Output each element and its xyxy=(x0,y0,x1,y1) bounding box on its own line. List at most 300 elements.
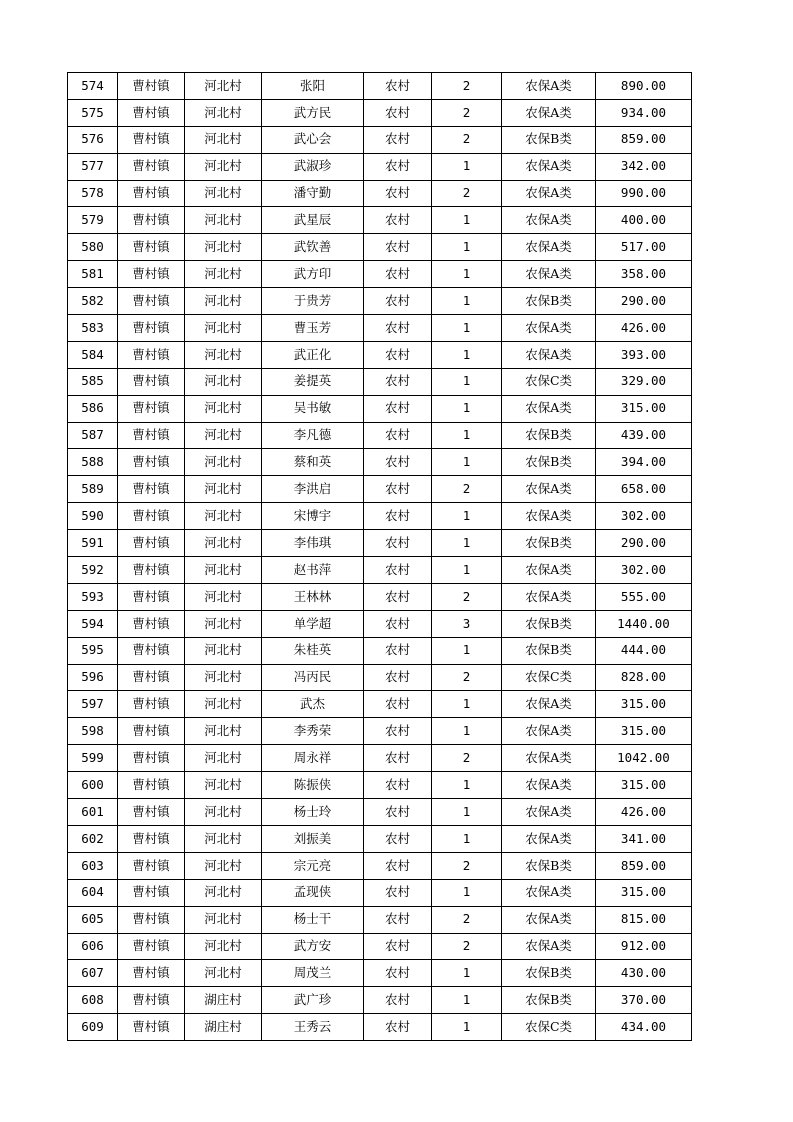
town-cell: 曹村镇 xyxy=(118,879,185,906)
serial-cell: 592 xyxy=(68,557,118,584)
table-row xyxy=(68,207,692,234)
household-type-cell: 农村 xyxy=(364,73,432,100)
amount-cell: 290.00 xyxy=(596,530,692,557)
category-cell: 农保A类 xyxy=(502,234,596,261)
town-cell: 曹村镇 xyxy=(118,234,185,261)
village-cell: 河北村 xyxy=(185,691,262,718)
village-cell: 河北村 xyxy=(185,395,262,422)
village-cell: 河北村 xyxy=(185,234,262,261)
person-count-cell: 1 xyxy=(432,207,502,234)
town-cell: 曹村镇 xyxy=(118,449,185,476)
serial-cell: 602 xyxy=(68,825,118,852)
table-row xyxy=(68,799,692,826)
table-row xyxy=(68,718,692,745)
person-count-cell: 2 xyxy=(432,852,502,879)
category-cell: 农保A类 xyxy=(502,341,596,368)
name-cell: 赵书萍 xyxy=(262,557,364,584)
serial-cell: 581 xyxy=(68,261,118,288)
village-cell: 河北村 xyxy=(185,288,262,315)
serial-cell: 580 xyxy=(68,234,118,261)
amount-cell: 302.00 xyxy=(596,557,692,584)
name-cell: 单学超 xyxy=(262,610,364,637)
serial-cell: 582 xyxy=(68,288,118,315)
town-cell: 曹村镇 xyxy=(118,368,185,395)
table-row xyxy=(68,234,692,261)
amount-cell: 859.00 xyxy=(596,126,692,153)
table-row xyxy=(68,691,692,718)
household-type-cell: 农村 xyxy=(364,449,432,476)
category-cell: 农保B类 xyxy=(502,637,596,664)
name-cell: 武方民 xyxy=(262,99,364,126)
amount-cell: 315.00 xyxy=(596,772,692,799)
household-type-cell: 农村 xyxy=(364,288,432,315)
town-cell: 曹村镇 xyxy=(118,637,185,664)
village-cell: 河北村 xyxy=(185,799,262,826)
serial-cell: 597 xyxy=(68,691,118,718)
name-cell: 武星辰 xyxy=(262,207,364,234)
serial-cell: 590 xyxy=(68,503,118,530)
table-row xyxy=(68,530,692,557)
person-count-cell: 1 xyxy=(432,772,502,799)
category-cell: 农保B类 xyxy=(502,987,596,1014)
amount-cell: 444.00 xyxy=(596,637,692,664)
person-count-cell: 2 xyxy=(432,745,502,772)
category-cell: 农保A类 xyxy=(502,691,596,718)
town-cell: 曹村镇 xyxy=(118,476,185,503)
table-row xyxy=(68,503,692,530)
village-cell: 河北村 xyxy=(185,852,262,879)
category-cell: 农保A类 xyxy=(502,825,596,852)
serial-cell: 585 xyxy=(68,368,118,395)
town-cell: 曹村镇 xyxy=(118,852,185,879)
category-cell: 农保A类 xyxy=(502,476,596,503)
name-cell: 武正化 xyxy=(262,341,364,368)
category-cell: 农保A类 xyxy=(502,73,596,100)
town-cell: 曹村镇 xyxy=(118,825,185,852)
table-row xyxy=(68,906,692,933)
table-row xyxy=(68,449,692,476)
category-cell: 农保B类 xyxy=(502,126,596,153)
serial-cell: 603 xyxy=(68,852,118,879)
serial-cell: 578 xyxy=(68,180,118,207)
person-count-cell: 1 xyxy=(432,825,502,852)
records-table xyxy=(67,72,692,1041)
name-cell: 王秀云 xyxy=(262,1014,364,1041)
category-cell: 农保A类 xyxy=(502,99,596,126)
person-count-cell: 2 xyxy=(432,126,502,153)
village-cell: 河北村 xyxy=(185,99,262,126)
amount-cell: 434.00 xyxy=(596,1014,692,1041)
amount-cell: 426.00 xyxy=(596,315,692,342)
village-cell: 河北村 xyxy=(185,933,262,960)
village-cell: 河北村 xyxy=(185,530,262,557)
serial-cell: 607 xyxy=(68,960,118,987)
town-cell: 曹村镇 xyxy=(118,99,185,126)
person-count-cell: 3 xyxy=(432,610,502,637)
household-type-cell: 农村 xyxy=(364,987,432,1014)
household-type-cell: 农村 xyxy=(364,933,432,960)
name-cell: 王林林 xyxy=(262,583,364,610)
town-cell: 曹村镇 xyxy=(118,610,185,637)
table-row xyxy=(68,637,692,664)
category-cell: 农保A类 xyxy=(502,395,596,422)
town-cell: 曹村镇 xyxy=(118,664,185,691)
table-row xyxy=(68,879,692,906)
amount-cell: 890.00 xyxy=(596,73,692,100)
household-type-cell: 农村 xyxy=(364,207,432,234)
household-type-cell: 农村 xyxy=(364,99,432,126)
amount-cell: 358.00 xyxy=(596,261,692,288)
table-row xyxy=(68,288,692,315)
serial-cell: 601 xyxy=(68,799,118,826)
serial-cell: 608 xyxy=(68,987,118,1014)
amount-cell: 555.00 xyxy=(596,583,692,610)
category-cell: 农保A类 xyxy=(502,933,596,960)
name-cell: 孟现侠 xyxy=(262,879,364,906)
amount-cell: 439.00 xyxy=(596,422,692,449)
table-row xyxy=(68,73,692,100)
name-cell: 吴书敏 xyxy=(262,395,364,422)
town-cell: 曹村镇 xyxy=(118,315,185,342)
household-type-cell: 农村 xyxy=(364,341,432,368)
serial-cell: 609 xyxy=(68,1014,118,1041)
household-type-cell: 农村 xyxy=(364,395,432,422)
household-type-cell: 农村 xyxy=(364,180,432,207)
household-type-cell: 农村 xyxy=(364,153,432,180)
amount-cell: 315.00 xyxy=(596,718,692,745)
table-row xyxy=(68,960,692,987)
name-cell: 杨士干 xyxy=(262,906,364,933)
serial-cell: 595 xyxy=(68,637,118,664)
household-type-cell: 农村 xyxy=(364,799,432,826)
town-cell: 曹村镇 xyxy=(118,126,185,153)
village-cell: 河北村 xyxy=(185,126,262,153)
person-count-cell: 2 xyxy=(432,933,502,960)
town-cell: 曹村镇 xyxy=(118,718,185,745)
table-row xyxy=(68,315,692,342)
serial-cell: 605 xyxy=(68,906,118,933)
village-cell: 河北村 xyxy=(185,664,262,691)
table-row xyxy=(68,476,692,503)
serial-cell: 606 xyxy=(68,933,118,960)
amount-cell: 394.00 xyxy=(596,449,692,476)
household-type-cell: 农村 xyxy=(364,772,432,799)
table-row xyxy=(68,987,692,1014)
village-cell: 河北村 xyxy=(185,557,262,584)
name-cell: 宗元亮 xyxy=(262,852,364,879)
table-row xyxy=(68,852,692,879)
household-type-cell: 农村 xyxy=(364,126,432,153)
town-cell: 曹村镇 xyxy=(118,960,185,987)
serial-cell: 574 xyxy=(68,73,118,100)
amount-cell: 658.00 xyxy=(596,476,692,503)
amount-cell: 815.00 xyxy=(596,906,692,933)
serial-cell: 587 xyxy=(68,422,118,449)
category-cell: 农保B类 xyxy=(502,422,596,449)
serial-cell: 598 xyxy=(68,718,118,745)
category-cell: 农保B类 xyxy=(502,449,596,476)
household-type-cell: 农村 xyxy=(364,261,432,288)
person-count-cell: 1 xyxy=(432,234,502,261)
town-cell: 曹村镇 xyxy=(118,207,185,234)
name-cell: 李秀荣 xyxy=(262,718,364,745)
serial-cell: 589 xyxy=(68,476,118,503)
serial-cell: 583 xyxy=(68,315,118,342)
village-cell: 河北村 xyxy=(185,368,262,395)
village-cell: 河北村 xyxy=(185,261,262,288)
household-type-cell: 农村 xyxy=(364,664,432,691)
category-cell: 农保B类 xyxy=(502,852,596,879)
person-count-cell: 1 xyxy=(432,691,502,718)
town-cell: 曹村镇 xyxy=(118,73,185,100)
village-cell: 河北村 xyxy=(185,637,262,664)
serial-cell: 584 xyxy=(68,341,118,368)
town-cell: 曹村镇 xyxy=(118,503,185,530)
person-count-cell: 2 xyxy=(432,73,502,100)
person-count-cell: 1 xyxy=(432,153,502,180)
serial-cell: 588 xyxy=(68,449,118,476)
town-cell: 曹村镇 xyxy=(118,799,185,826)
town-cell: 曹村镇 xyxy=(118,583,185,610)
category-cell: 农保A类 xyxy=(502,207,596,234)
person-count-cell: 1 xyxy=(432,1014,502,1041)
table-row xyxy=(68,772,692,799)
person-count-cell: 1 xyxy=(432,879,502,906)
amount-cell: 1042.00 xyxy=(596,745,692,772)
category-cell: 农保C类 xyxy=(502,368,596,395)
village-cell: 河北村 xyxy=(185,772,262,799)
household-type-cell: 农村 xyxy=(364,234,432,261)
amount-cell: 426.00 xyxy=(596,799,692,826)
household-type-cell: 农村 xyxy=(364,960,432,987)
amount-cell: 329.00 xyxy=(596,368,692,395)
person-count-cell: 1 xyxy=(432,503,502,530)
name-cell: 李洪启 xyxy=(262,476,364,503)
village-cell: 河北村 xyxy=(185,906,262,933)
table-row xyxy=(68,583,692,610)
person-count-cell: 1 xyxy=(432,449,502,476)
category-cell: 农保C类 xyxy=(502,1014,596,1041)
person-count-cell: 1 xyxy=(432,422,502,449)
household-type-cell: 农村 xyxy=(364,745,432,772)
table-row xyxy=(68,395,692,422)
amount-cell: 393.00 xyxy=(596,341,692,368)
household-type-cell: 农村 xyxy=(364,583,432,610)
table-row xyxy=(68,664,692,691)
village-cell: 河北村 xyxy=(185,960,262,987)
serial-cell: 591 xyxy=(68,530,118,557)
serial-cell: 599 xyxy=(68,745,118,772)
person-count-cell: 2 xyxy=(432,476,502,503)
name-cell: 周永祥 xyxy=(262,745,364,772)
table-row xyxy=(68,610,692,637)
town-cell: 曹村镇 xyxy=(118,530,185,557)
town-cell: 曹村镇 xyxy=(118,1014,185,1041)
amount-cell: 342.00 xyxy=(596,153,692,180)
table-row xyxy=(68,180,692,207)
serial-cell: 594 xyxy=(68,610,118,637)
name-cell: 武杰 xyxy=(262,691,364,718)
name-cell: 武广珍 xyxy=(262,987,364,1014)
table-row xyxy=(68,825,692,852)
household-type-cell: 农村 xyxy=(364,1014,432,1041)
name-cell: 武心会 xyxy=(262,126,364,153)
village-cell: 河北村 xyxy=(185,745,262,772)
category-cell: 农保A类 xyxy=(502,745,596,772)
town-cell: 曹村镇 xyxy=(118,395,185,422)
amount-cell: 302.00 xyxy=(596,503,692,530)
name-cell: 李凡德 xyxy=(262,422,364,449)
household-type-cell: 农村 xyxy=(364,503,432,530)
person-count-cell: 1 xyxy=(432,530,502,557)
table-row xyxy=(68,99,692,126)
person-count-cell: 2 xyxy=(432,99,502,126)
serial-cell: 596 xyxy=(68,664,118,691)
town-cell: 曹村镇 xyxy=(118,933,185,960)
serial-cell: 586 xyxy=(68,395,118,422)
category-cell: 农保B类 xyxy=(502,288,596,315)
village-cell: 河北村 xyxy=(185,153,262,180)
household-type-cell: 农村 xyxy=(364,637,432,664)
table-row xyxy=(68,261,692,288)
category-cell: 农保A类 xyxy=(502,772,596,799)
village-cell: 河北村 xyxy=(185,341,262,368)
table-row xyxy=(68,341,692,368)
category-cell: 农保B类 xyxy=(502,610,596,637)
amount-cell: 341.00 xyxy=(596,825,692,852)
household-type-cell: 农村 xyxy=(364,368,432,395)
name-cell: 曹玉芳 xyxy=(262,315,364,342)
category-cell: 农保C类 xyxy=(502,664,596,691)
village-cell: 河北村 xyxy=(185,315,262,342)
person-count-cell: 1 xyxy=(432,987,502,1014)
village-cell: 河北村 xyxy=(185,718,262,745)
amount-cell: 1440.00 xyxy=(596,610,692,637)
name-cell: 于贵芳 xyxy=(262,288,364,315)
amount-cell: 430.00 xyxy=(596,960,692,987)
table-row xyxy=(68,1014,692,1041)
name-cell: 冯丙民 xyxy=(262,664,364,691)
amount-cell: 912.00 xyxy=(596,933,692,960)
category-cell: 农保A类 xyxy=(502,315,596,342)
village-cell: 河北村 xyxy=(185,449,262,476)
category-cell: 农保A类 xyxy=(502,906,596,933)
person-count-cell: 2 xyxy=(432,664,502,691)
person-count-cell: 1 xyxy=(432,261,502,288)
name-cell: 杨士玲 xyxy=(262,799,364,826)
serial-cell: 600 xyxy=(68,772,118,799)
table-row xyxy=(68,745,692,772)
amount-cell: 370.00 xyxy=(596,987,692,1014)
name-cell: 武方安 xyxy=(262,933,364,960)
village-cell: 河北村 xyxy=(185,610,262,637)
serial-cell: 577 xyxy=(68,153,118,180)
name-cell: 刘振美 xyxy=(262,825,364,852)
category-cell: 农保A类 xyxy=(502,718,596,745)
town-cell: 曹村镇 xyxy=(118,745,185,772)
person-count-cell: 1 xyxy=(432,637,502,664)
category-cell: 农保A类 xyxy=(502,879,596,906)
village-cell: 河北村 xyxy=(185,879,262,906)
amount-cell: 315.00 xyxy=(596,395,692,422)
person-count-cell: 1 xyxy=(432,557,502,584)
name-cell: 李伟琪 xyxy=(262,530,364,557)
town-cell: 曹村镇 xyxy=(118,153,185,180)
village-cell: 河北村 xyxy=(185,825,262,852)
person-count-cell: 2 xyxy=(432,906,502,933)
household-type-cell: 农村 xyxy=(364,825,432,852)
serial-cell: 575 xyxy=(68,99,118,126)
town-cell: 曹村镇 xyxy=(118,772,185,799)
person-count-cell: 2 xyxy=(432,180,502,207)
household-type-cell: 农村 xyxy=(364,852,432,879)
table-row xyxy=(68,557,692,584)
records-table-body xyxy=(68,73,692,1041)
household-type-cell: 农村 xyxy=(364,422,432,449)
village-cell: 河北村 xyxy=(185,476,262,503)
category-cell: 农保B类 xyxy=(502,530,596,557)
person-count-cell: 1 xyxy=(432,288,502,315)
town-cell: 曹村镇 xyxy=(118,341,185,368)
category-cell: 农保A类 xyxy=(502,180,596,207)
serial-cell: 593 xyxy=(68,583,118,610)
household-type-cell: 农村 xyxy=(364,718,432,745)
category-cell: 农保A类 xyxy=(502,503,596,530)
serial-cell: 604 xyxy=(68,879,118,906)
category-cell: 农保A类 xyxy=(502,153,596,180)
amount-cell: 990.00 xyxy=(596,180,692,207)
name-cell: 武淑珍 xyxy=(262,153,364,180)
name-cell: 宋博宇 xyxy=(262,503,364,530)
table-row xyxy=(68,368,692,395)
household-type-cell: 农村 xyxy=(364,557,432,584)
town-cell: 曹村镇 xyxy=(118,180,185,207)
village-cell: 河北村 xyxy=(185,422,262,449)
name-cell: 朱桂英 xyxy=(262,637,364,664)
town-cell: 曹村镇 xyxy=(118,906,185,933)
category-cell: 农保A类 xyxy=(502,583,596,610)
category-cell: 农保A类 xyxy=(502,261,596,288)
village-cell: 河北村 xyxy=(185,583,262,610)
name-cell: 武钦善 xyxy=(262,234,364,261)
household-type-cell: 农村 xyxy=(364,691,432,718)
name-cell: 周茂兰 xyxy=(262,960,364,987)
name-cell: 姜提英 xyxy=(262,368,364,395)
table-row xyxy=(68,126,692,153)
person-count-cell: 1 xyxy=(432,799,502,826)
person-count-cell: 1 xyxy=(432,960,502,987)
household-type-cell: 农村 xyxy=(364,530,432,557)
name-cell: 张阳 xyxy=(262,73,364,100)
name-cell: 潘守勤 xyxy=(262,180,364,207)
serial-cell: 576 xyxy=(68,126,118,153)
name-cell: 蔡和英 xyxy=(262,449,364,476)
amount-cell: 934.00 xyxy=(596,99,692,126)
town-cell: 曹村镇 xyxy=(118,557,185,584)
village-cell: 河北村 xyxy=(185,207,262,234)
town-cell: 曹村镇 xyxy=(118,987,185,1014)
person-count-cell: 1 xyxy=(432,368,502,395)
amount-cell: 315.00 xyxy=(596,879,692,906)
household-type-cell: 农村 xyxy=(364,879,432,906)
town-cell: 曹村镇 xyxy=(118,691,185,718)
household-type-cell: 农村 xyxy=(364,476,432,503)
village-cell: 湖庄村 xyxy=(185,987,262,1014)
person-count-cell: 1 xyxy=(432,718,502,745)
table-row xyxy=(68,933,692,960)
person-count-cell: 2 xyxy=(432,583,502,610)
household-type-cell: 农村 xyxy=(364,315,432,342)
